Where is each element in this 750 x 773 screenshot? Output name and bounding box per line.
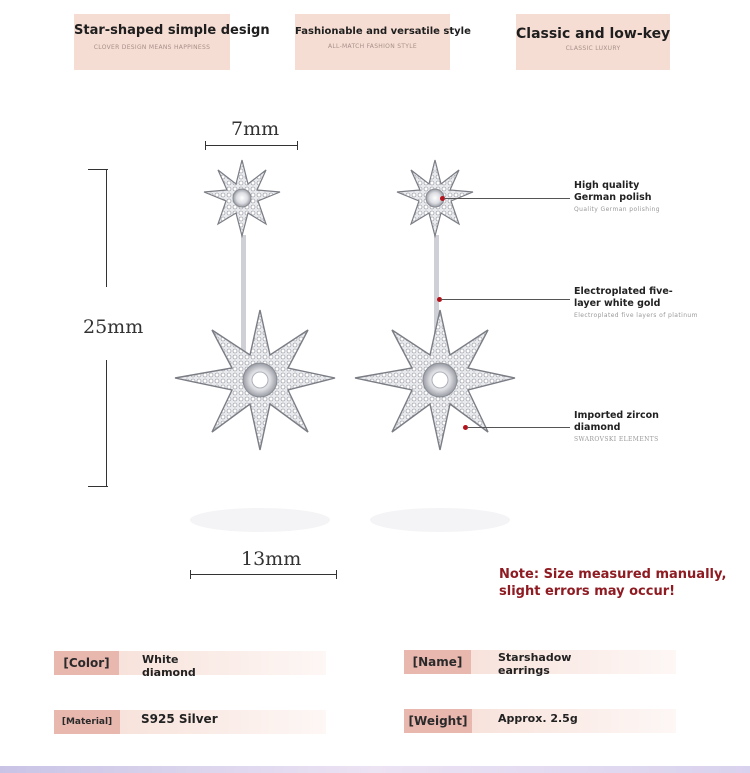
feature-subtitle: ALL-MATCH FASHION STYLE xyxy=(328,43,417,50)
dimension-tick xyxy=(190,570,191,579)
dimension-top-width: 7mm xyxy=(231,118,280,140)
bottom-decorative-band xyxy=(0,766,750,773)
earring-left-image xyxy=(160,150,360,540)
dimension-height: 25mm xyxy=(83,316,144,338)
size-note xyxy=(499,566,726,600)
annotation-subtitle: Quality German polishing xyxy=(574,206,660,213)
feature-star-design xyxy=(74,14,270,70)
spec-label-material: [Material] xyxy=(54,710,120,734)
annotation-plating xyxy=(574,286,698,319)
dimension-line-bottom xyxy=(190,574,337,575)
spec-value-weight: Approx. 2.5g xyxy=(498,712,578,725)
annotation-leader xyxy=(467,427,570,428)
spec-value-material: S925 Silver xyxy=(141,712,218,726)
spec-label-name: [Name] xyxy=(404,650,471,674)
annotation-zircon xyxy=(574,410,664,443)
feature-subtitle: CLASSIC LUXURY xyxy=(565,45,621,52)
dimension-line-height-upper xyxy=(106,169,107,287)
spec-value-color: White diamond xyxy=(142,653,196,679)
annotation-subtitle: Electroplated five layers of platinum xyxy=(574,312,698,319)
feature-versatile-style xyxy=(295,14,471,70)
dimension-tick xyxy=(88,169,108,170)
dimension-line-top xyxy=(205,145,298,146)
dimension-tick xyxy=(88,486,108,487)
annotation-title: High quality German polish xyxy=(574,180,652,203)
spec-label-color: [Color] xyxy=(54,651,119,675)
dimension-line-height-lower xyxy=(106,360,107,487)
annotation-leader xyxy=(441,299,570,300)
earring-right-image xyxy=(345,150,545,540)
annotation-subtitle: SWAROVSKI ELEMENTS xyxy=(574,436,659,443)
dimension-tick xyxy=(205,141,206,150)
annotation-title: Imported zircon diamond xyxy=(574,410,659,433)
annotation-leader xyxy=(444,198,570,199)
annotation-polish xyxy=(574,180,664,213)
spec-value-name: Starshadow earrings xyxy=(498,651,572,677)
size-note-line2: slight errors may occur! xyxy=(499,584,676,599)
spec-label-weight: [Weight] xyxy=(404,709,472,733)
dimension-tick xyxy=(297,141,298,150)
feature-classic xyxy=(516,14,670,70)
dimension-bottom-width: 13mm xyxy=(241,548,302,570)
feature-subtitle: CLOVER DESIGN MEANS HAPPINESS xyxy=(93,44,211,51)
feature-title: Classic and low-key xyxy=(516,26,671,42)
feature-title: Fashionable and versatile style xyxy=(295,26,471,37)
size-note-line1: Note: Size measured manually, xyxy=(499,567,727,582)
dimension-tick xyxy=(336,570,337,579)
feature-title: Star-shaped simple design xyxy=(74,23,270,38)
annotation-title: Electroplated five-layer white gold xyxy=(574,286,673,309)
